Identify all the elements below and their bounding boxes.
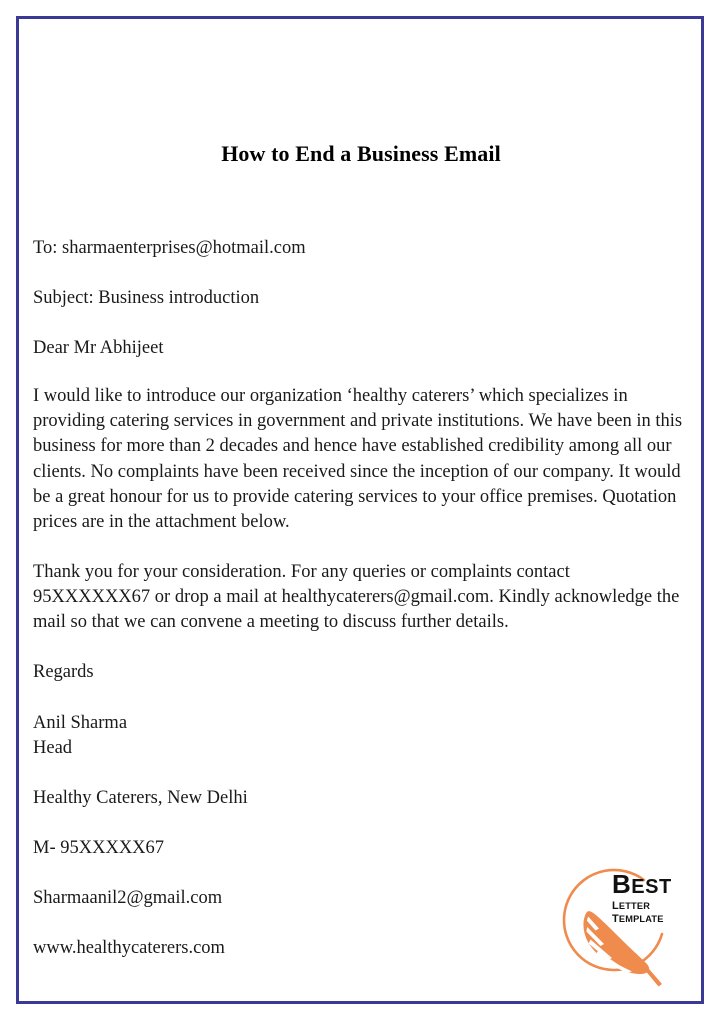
signer-name: Anil Sharma: [33, 713, 128, 733]
salutation-line: Dear Mr Abhijeet: [33, 338, 164, 358]
body-paragraph: I would like to introduce our organization ‘healthy caterers’ which specializes in providing catering services in government and private institutions. We have been in this business for more than 2 decades and hence have established credibility among all our clients. No complaints have been received since the inception of our company. It would be a great honour for us to provide catering services to your office premises. Quotation prices are in the attachment below.: [33, 386, 683, 533]
logo-brand-secondary-rest-2: EMPLATE: [618, 914, 664, 925]
logo-brand-primary: [612, 869, 698, 899]
closing-paragraph: Thank you for your consideration. For any queries or complaints contact 95XXXXXX67 or drop a mail at healthycaterers@gmail.com. Kindly acknowledge the mail so that we can convene a meeting to discuss further details.: [33, 562, 680, 633]
company-location: Healthy Caterers, New Delhi: [33, 788, 248, 808]
logo-brand-primary-rest: EST: [631, 876, 672, 898]
recipient-line: To: sharmaenterprises@hotmail.com: [33, 238, 306, 258]
logo-brand-secondary-initial-2: T: [612, 913, 619, 925]
signer-title: Head: [33, 738, 73, 758]
regards-line: Regards: [33, 662, 94, 682]
brand-logo: [552, 862, 692, 990]
logo-brand-secondary: [612, 900, 695, 926]
email-address: Sharmaanil2@gmail.com: [33, 888, 223, 908]
website-address: www.healthycaterers.com: [33, 938, 225, 958]
logo-brand-secondary-initial: L: [612, 900, 619, 912]
subject-line: Subject: Business introduction: [33, 288, 260, 308]
logo-brand-secondary-rest-1: ETTER: [618, 901, 651, 912]
page-title: How to End a Business Email: [221, 141, 501, 166]
logo-wordmark: [612, 869, 698, 926]
mobile-number: M- 95XXXXX67: [33, 838, 165, 858]
logo-brand-primary-initial: B: [612, 869, 632, 899]
